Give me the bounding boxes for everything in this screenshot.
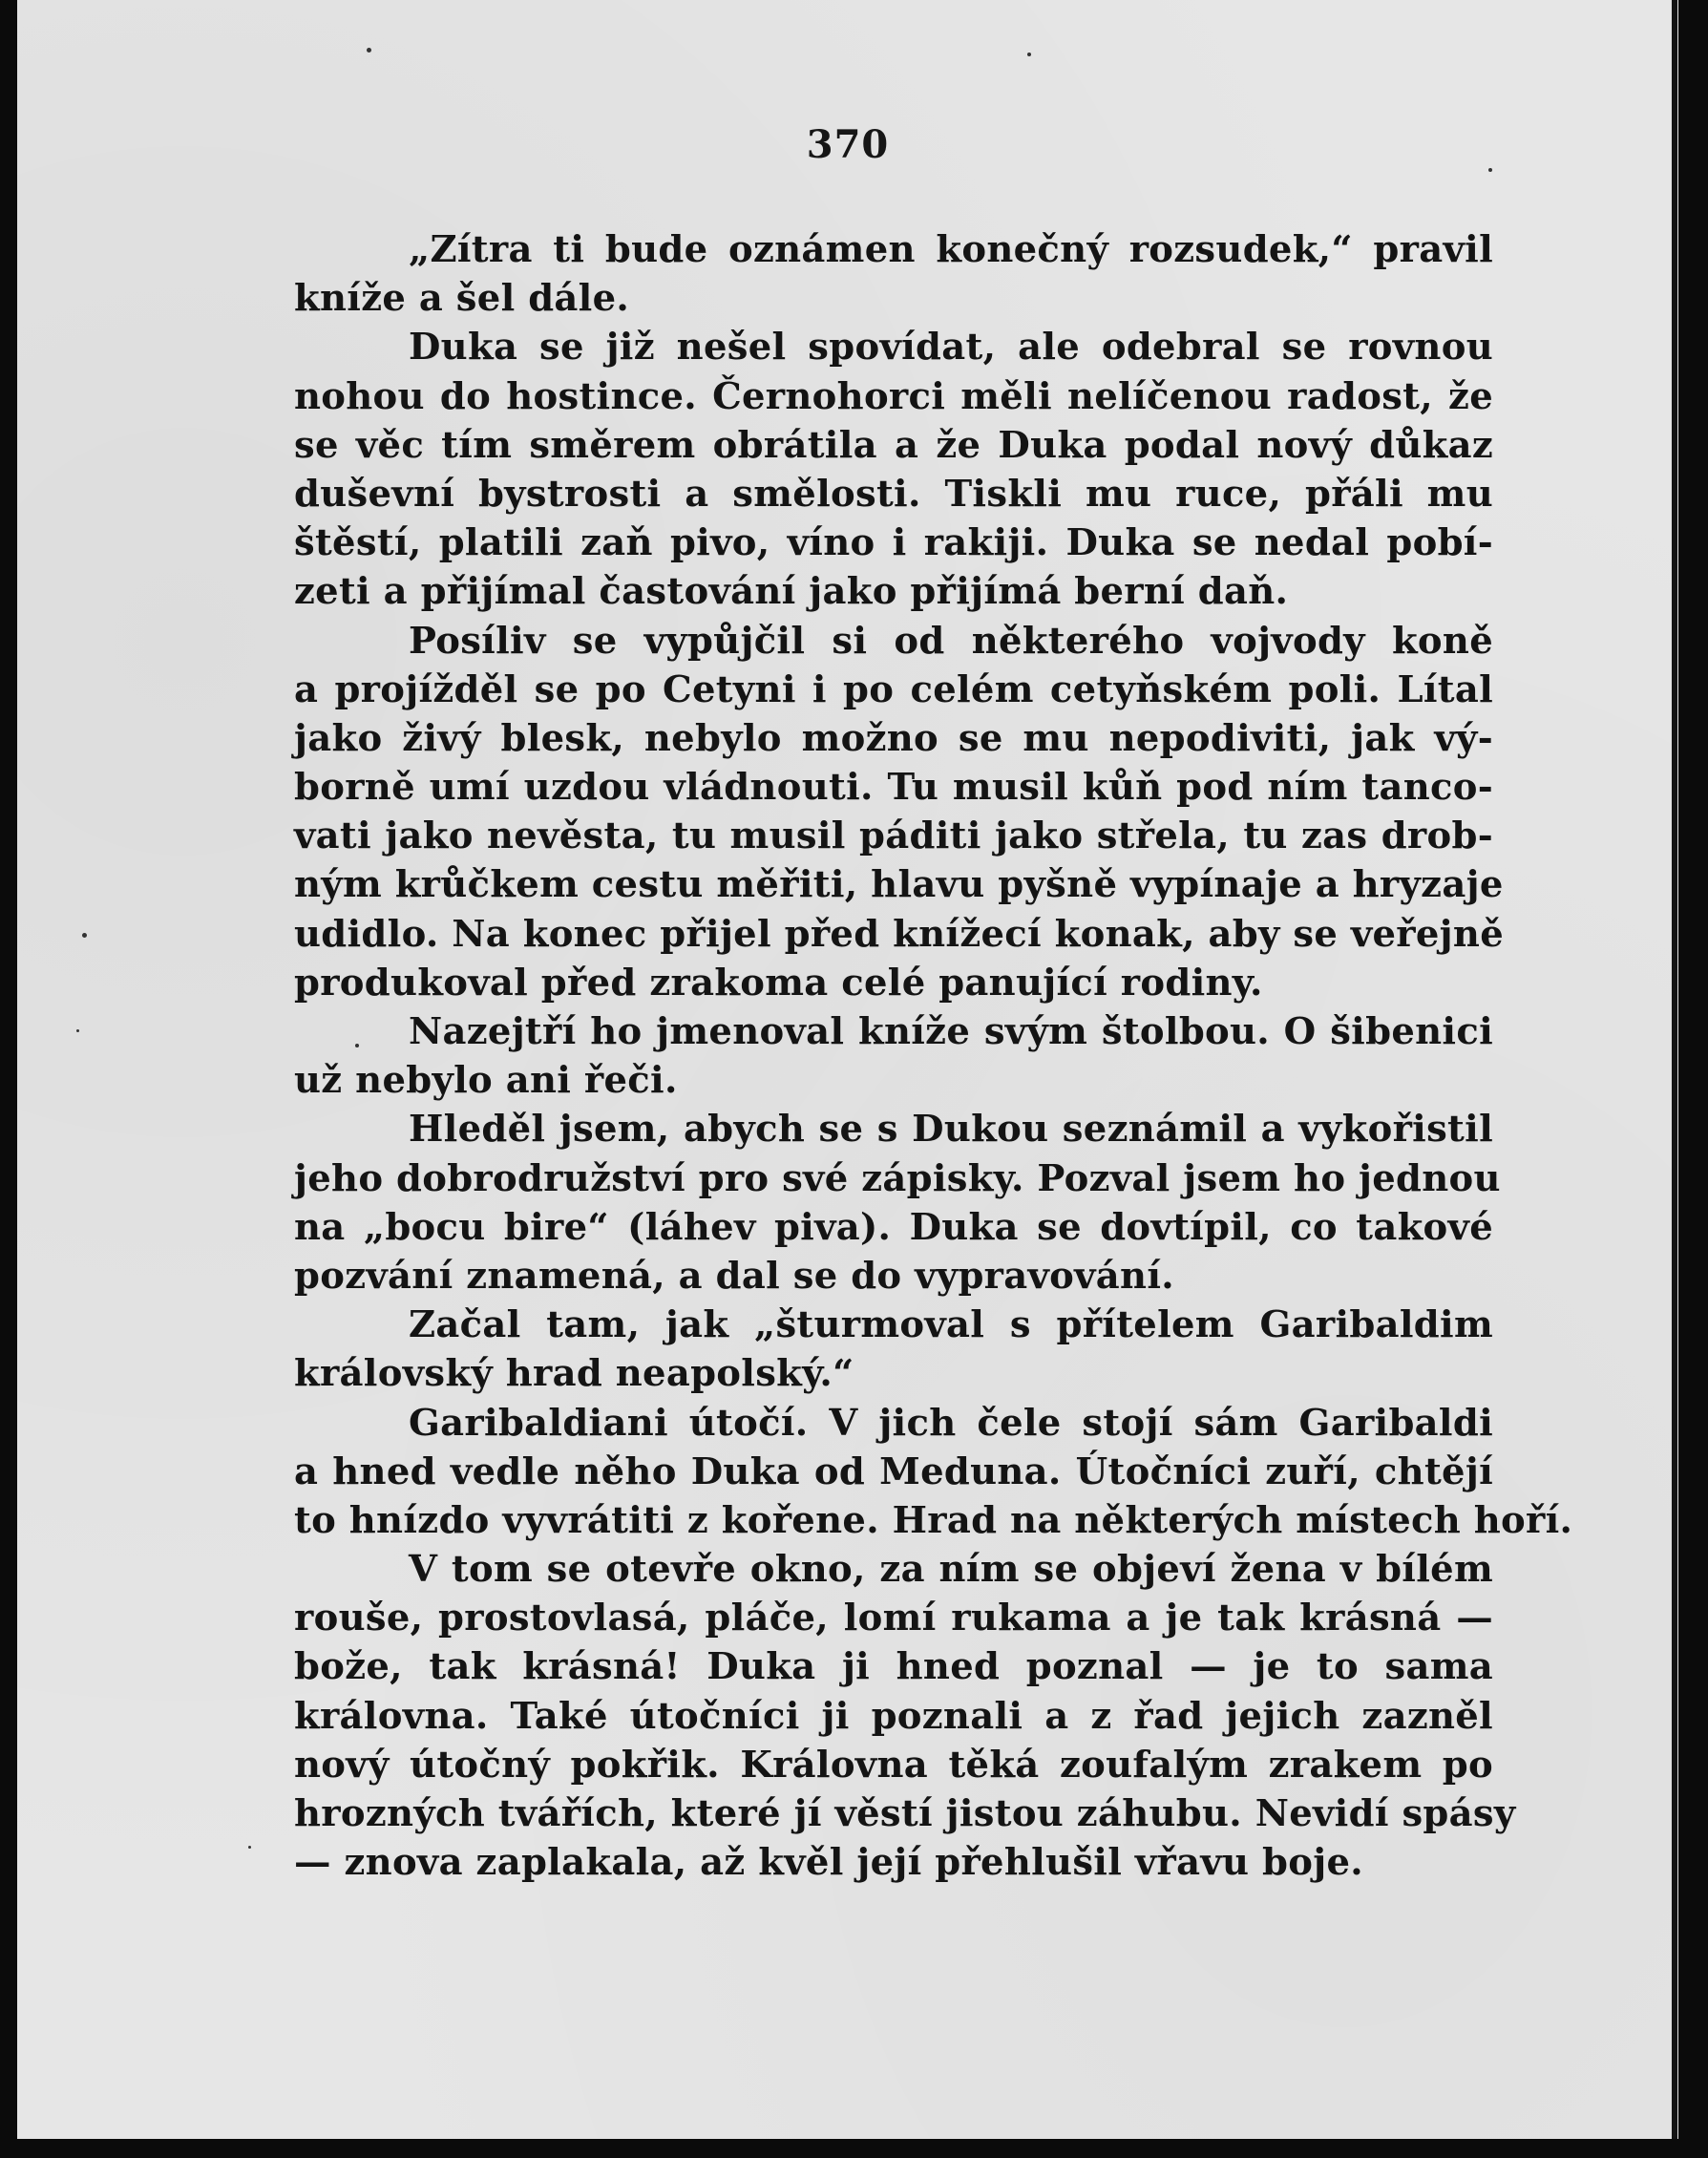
text-line: zeti a přijímal častování jako přijímá berní daň. (294, 570, 1289, 614)
scanned-page (17, 0, 1678, 2139)
text-line: se věc tím směrem obrátila a že Duka podal nový důkaz (294, 423, 1493, 467)
text-line: udidlo. Na konec přijel před knížecí konak, aby se veřejně (294, 912, 1504, 956)
page-edge-shadow (1672, 0, 1677, 2139)
page-number: 370 (806, 122, 890, 167)
text-line: a hned vedle něho Duka od Meduna. Útočníci zuří, chtějí (294, 1449, 1493, 1493)
text-line: už nebylo ani řeči. (294, 1059, 678, 1103)
text-line: Hleděl jsem, abych se s Dukou seznámil a vykořistil (409, 1108, 1493, 1152)
text-line: štěstí, platili zaň pivo, víno i rakiji. Duka se nedal pobí- (294, 521, 1493, 565)
text-line: hrozných tvářích, které jí věstí jistou záhubu. Nevidí spásy (294, 1792, 1516, 1835)
text-line: jako živý blesk, nebylo možno se mu nepodiviti, jak vý- (294, 716, 1493, 760)
text-line: vati jako nevěsta, tu musil páditi jako střela, tu zas drob- (294, 815, 1493, 858)
text-line: pozvání znamená, a dal se do vypravování. (294, 1254, 1174, 1298)
text-line: borně umí uzdou vládnouti. Tu musil kůň pod ním tanco- (294, 766, 1493, 810)
text-line: — znova zaplakala, až kvěl její přehlušil vřavu boje. (294, 1841, 1363, 1885)
text-line: produkoval před zrakoma celé panující rodiny. (294, 961, 1263, 1005)
text-line: Posíliv se vypůjčil si od některého vojvody koně (409, 619, 1493, 663)
text-line: nohou do hostince. Černohorci měli nelíčenou radost, že (294, 374, 1493, 418)
text-line: bože, tak krásná! Duka ji hned poznal — je to sama (294, 1645, 1493, 1689)
text-line: jeho dobrodružství pro své zápisky. Pozval jsem ho jednou (294, 1156, 1501, 1200)
text-line: královna. Také útočníci ji poznali a z řad jejich zazněl (294, 1694, 1493, 1738)
text-line: Začal tam, jak „šturmoval s přítelem Garibaldim (409, 1303, 1493, 1347)
body-text (294, 225, 1573, 1887)
text-line: duševní bystrosti a smělosti. Tiskli mu ruce, přáli mu (294, 472, 1493, 516)
text-line: Garibaldiani útočí. V jich čele stojí sám Garibaldi (409, 1401, 1493, 1445)
text-line: královský hrad neapolský.“ (294, 1352, 854, 1396)
text-line: na „bocu bire“ (láhev piva). Duka se dovtípil, co takové (294, 1205, 1493, 1249)
text-line: rouše, prostovlasá, pláče, lomí rukama a je tak krásná — (294, 1597, 1493, 1640)
text-line: „Zítra ti bude oznámen konečný rozsudek,“ pravil (409, 228, 1493, 271)
scan-speck (1488, 168, 1492, 172)
text-line: Nazejtří ho jmenoval kníže svým štolbou. O šibenici (409, 1010, 1493, 1053)
text-line: to hnízdo vyvrátiti z kořene. Hrad na některých místech hoří. (294, 1498, 1573, 1542)
text-line: nový útočný pokřik. Královna těká zoufalým zrakem po (294, 1743, 1493, 1787)
scan-speck (82, 933, 87, 938)
scan-speck (355, 1044, 359, 1047)
text-line: Duka se již nešel spovídat, ale odebral se rovnou (409, 326, 1493, 370)
text-line: ným krůčkem cestu měřiti, hlavu pyšně vypínaje a hryzaje (294, 863, 1504, 907)
scan-speck (1027, 53, 1031, 56)
scan-speck (248, 1846, 251, 1849)
scan-speck (76, 1029, 79, 1032)
text-line: V tom se otevře okno, za ním se objeví žena v bílém (409, 1548, 1493, 1592)
text-line: kníže a šel dále. (294, 277, 630, 321)
text-line: a projížděl se po Cetyni i po celém cetyňském poli. Lítal (294, 667, 1493, 711)
scan-speck (367, 48, 371, 53)
